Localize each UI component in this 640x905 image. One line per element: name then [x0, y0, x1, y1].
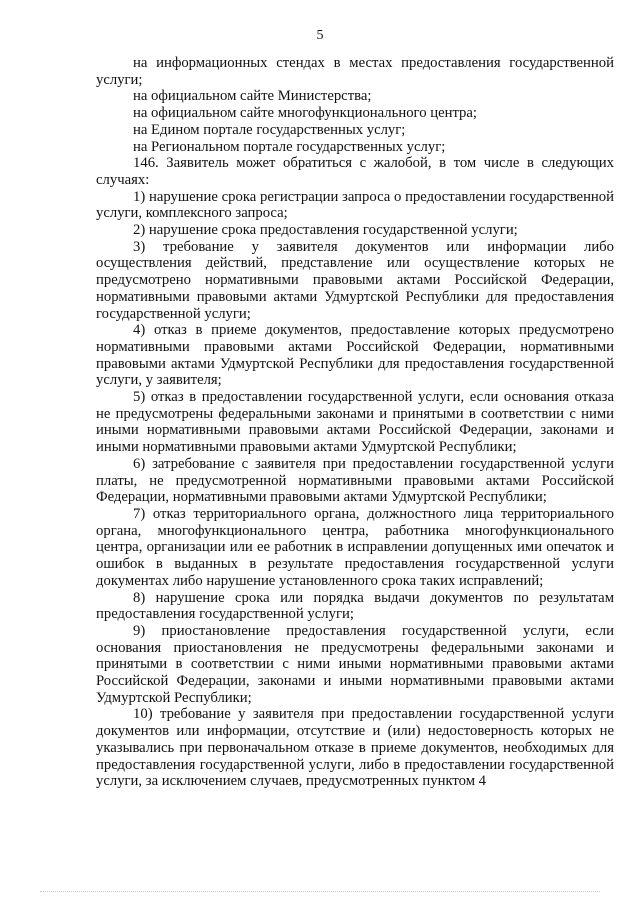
list-item-4: 4) отказ в приеме документов, предоставление которых предусмотрено нормативными правовыми актами Российской Федерации, нормативными правовыми актами Удмуртской Республики для предоставления государственной услуги, у заявителя;	[96, 322, 614, 389]
list-item-8: 8) нарушение срока или порядка выдачи документов по результатам предоставления государственной услуги;	[96, 589, 614, 623]
paragraph-regional-portal: на Региональном портале государственных услуг;	[133, 138, 446, 155]
list-item-10: 10) требование у заявителя при предоставлении государственной услуги документов или информации, отсутствие и (или) недостоверность которых не указывались при первоначальном отказе в приеме документов, необходимых для предоставления государственной услуги, либо в предоставлении государственной услуги, за исключением случаев, предусмотренных пунктом 4	[96, 706, 614, 790]
document-body	[96, 55, 614, 790]
paragraph-mfc-site: на официальном сайте многофункционального центра;	[133, 105, 477, 122]
list-item-2: 2) нарушение срока предоставления государственной услуги;	[133, 222, 518, 239]
paragraph-unified-portal: на Едином портале государственных услуг;	[133, 121, 406, 138]
list-item-3: 3) требование у заявителя документов или информации либо осуществления действий, представление или осуществление которых не предусмотрено нормативными правовыми актами Российской Федерации, нормативными правовыми актами Удмуртской Республики для предоставления государственной услуги;	[96, 238, 614, 322]
list-item-1: 1) нарушение срока регистрации запроса о предоставлении государственной услуги, комплексного запроса;	[96, 188, 614, 222]
list-item-9: 9) приостановление предоставления государственной услуги, если основания приостановления не предусмотрены федеральными законами и принятыми в соответствии с ними иными нормативными правовыми актами Российской Федерации, законами и иными нормативными правовыми актами Удмуртской Республики;	[96, 622, 614, 706]
list-item-7: 7) отказ территориального органа, должностного лица территориального органа, многофункционального центра, работника многофункционального центра, организации или ее работник в исправлении допущенных ими опечаток и ошибок в выданных в результате предоставления государственной услуги документах либо нарушение установленного срока таких исправлений;	[96, 505, 614, 589]
list-item-5: 5) отказ в предоставлении государственной услуги, если основания отказа не предусмотрены федеральными законами и принятыми в соответствии с ними иными нормативными правовыми актами Российской Федерации, законами и иными нормативными правовыми актами Удмуртской Республики;	[96, 389, 614, 456]
list-item-6: 6) затребование с заявителя при предоставлении государственной услуги платы, не предусмотренной нормативными правовыми актами Российской Федерации, нормативными правовыми актами Удмуртской Республики;	[96, 455, 614, 506]
paragraph-info-stands: на информационных стендах в местах предоставления государственной услуги;	[96, 55, 614, 88]
page-number: 5	[316, 28, 324, 43]
scan-artifact-line	[40, 891, 600, 892]
paragraph-ministry-site: на официальном сайте Министерства;	[133, 88, 372, 105]
paragraph-146: 146. Заявитель может обратиться с жалобой, в том числе в следующих случаях:	[96, 155, 614, 188]
